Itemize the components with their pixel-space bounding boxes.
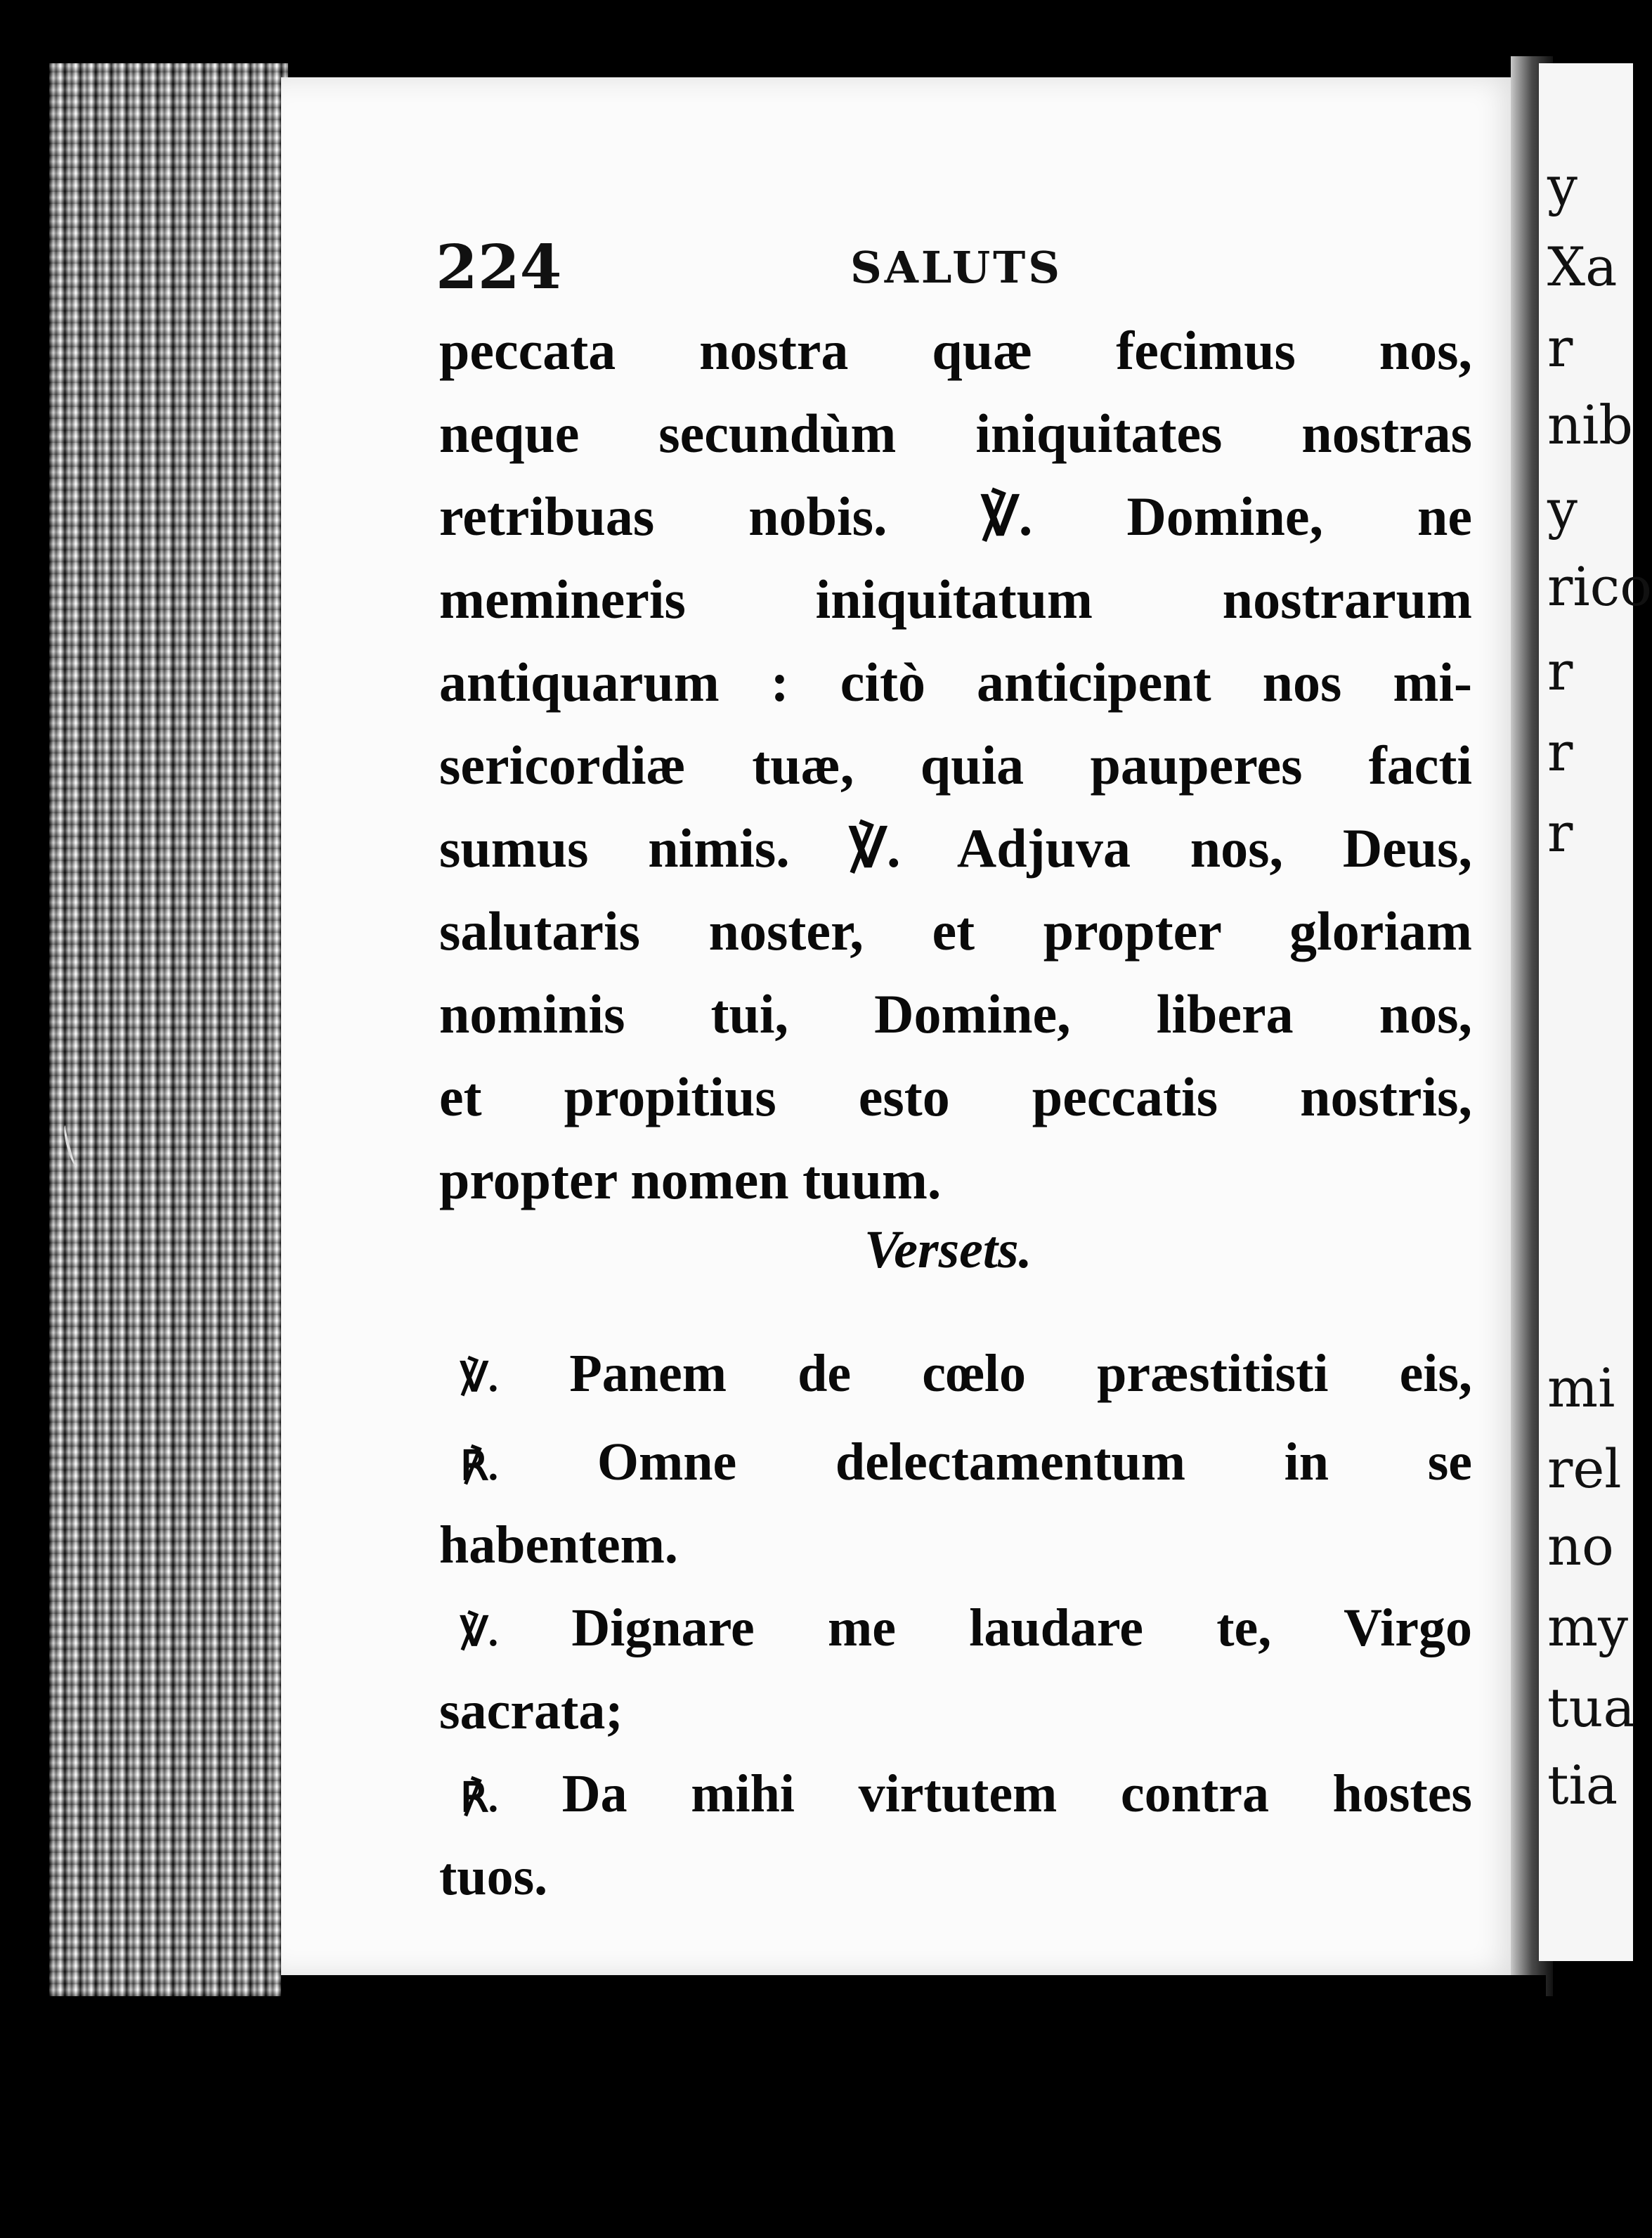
- text-line: peccata nostra quæ fecimus nos,: [439, 320, 1472, 381]
- facing-page-text: r: [1547, 801, 1573, 864]
- body-paragraph: [439, 309, 1472, 1222]
- facing-page-text: r: [1547, 640, 1573, 702]
- background-shadow: [281, 1975, 1546, 2238]
- versicle-mark: ℣.: [460, 1609, 499, 1655]
- response-mark: ℟.: [460, 1775, 499, 1820]
- verset-text: Da mihi virtutem contra hostes: [561, 1764, 1473, 1823]
- facing-page-text: r: [1547, 720, 1573, 783]
- verset-continuation: tuos.: [439, 1847, 548, 1906]
- verset-item: [439, 1752, 1473, 1918]
- versicle-mark: ℣.: [460, 1354, 499, 1400]
- text-line: sericordiæ tuæ, quia pauperes facti: [439, 735, 1472, 796]
- text-line: neque secundùm iniquitates nostras: [439, 403, 1472, 464]
- verset-text: Dignare me laudare te, Virgo: [571, 1598, 1472, 1657]
- facing-page-text: no: [1547, 1515, 1614, 1577]
- verset-continuation: sacrata;: [439, 1681, 623, 1740]
- facing-page-text: r: [1547, 316, 1573, 379]
- text-line: antiquarum : citò anticipent nos mi-: [439, 652, 1472, 713]
- facing-page-text: rico: [1547, 555, 1652, 618]
- section-heading: Versets.: [864, 1220, 1032, 1279]
- facing-page-text: y: [1547, 478, 1578, 541]
- verset-text: Omne delectamentum in se: [597, 1432, 1472, 1492]
- verset-item: [439, 1421, 1472, 1586]
- facing-page-text: rel: [1547, 1437, 1622, 1500]
- facing-page-text: nib: [1547, 394, 1633, 456]
- verset-line: [460, 1586, 1472, 1669]
- text-line: salutaris noster, et propter gloriam: [439, 900, 1472, 962]
- facing-page-text: mi: [1547, 1357, 1615, 1419]
- verset-line: [460, 1421, 1472, 1503]
- facing-page-text: tua: [1547, 1676, 1635, 1739]
- page-header: [436, 232, 1462, 302]
- facing-page-text: my: [1547, 1596, 1629, 1658]
- text-line: propter nomen tuum.: [439, 1149, 942, 1210]
- verset-line: [460, 1752, 1472, 1835]
- verset-item: [439, 1586, 1472, 1752]
- running-title: SALUTS: [850, 242, 1063, 293]
- text-line: sumus nimis. ℣. Adjuva nos, Deus,: [439, 817, 1472, 879]
- facing-page-text: y: [1547, 155, 1578, 217]
- response-mark: ℟.: [460, 1443, 499, 1489]
- verset-continuation: habentem.: [439, 1515, 678, 1574]
- facing-page-text: Xa: [1547, 235, 1618, 298]
- versets-list: [439, 1332, 1473, 1918]
- verset-text: Panem de cœlo præstitisti eis,: [569, 1344, 1472, 1403]
- verset-line: [460, 1332, 1472, 1415]
- text-line: memineris iniquitatum nostrarum: [439, 569, 1472, 630]
- book-page-edges: [49, 63, 288, 1996]
- text-line: nominis tui, Domine, libera nos,: [439, 983, 1472, 1044]
- facing-page-fragment: [1539, 63, 1652, 1961]
- facing-page-text: tia: [1547, 1754, 1618, 1816]
- text-line: et propitius esto peccatis nostris,: [439, 1066, 1472, 1127]
- page-number: 224: [436, 232, 562, 303]
- text-line: retribuas nobis. ℣. Domine, ne: [439, 486, 1472, 547]
- verset-item: [460, 1332, 1472, 1415]
